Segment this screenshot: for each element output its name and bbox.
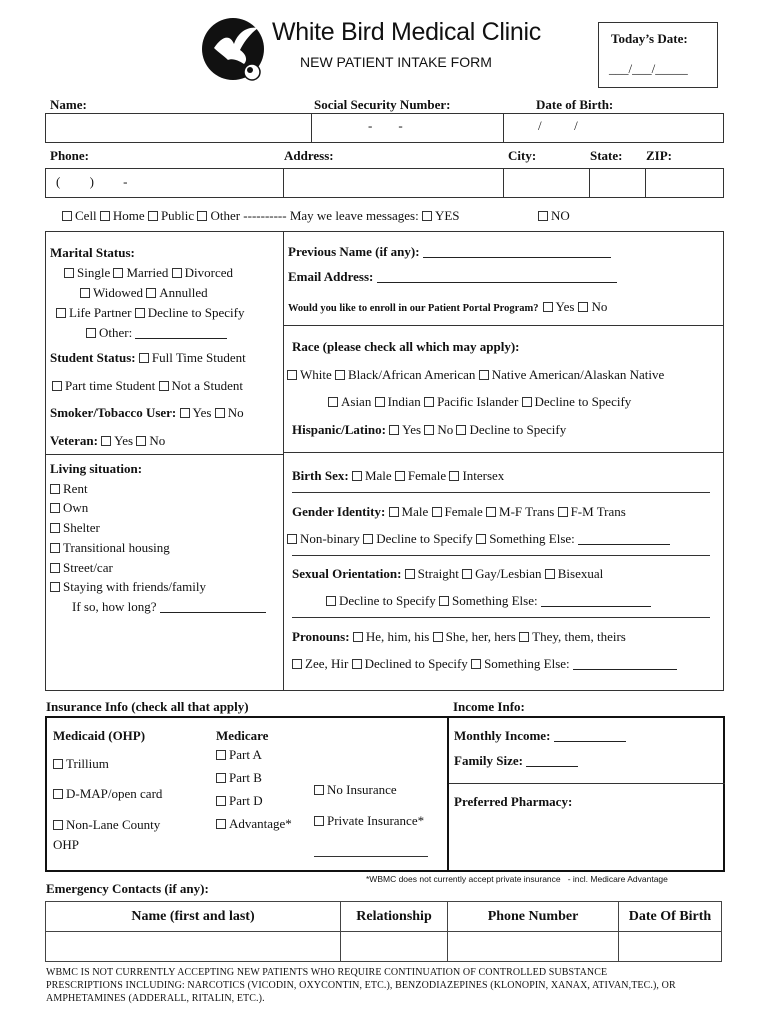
living-label: Living situation: [50,461,143,476]
living-transitional[interactable]: Transitional housing [50,538,266,558]
race-black[interactable]: Black/African American [335,367,475,382]
col-name: Name (first and last) [46,902,341,932]
marital-section [50,243,282,343]
monthly-income[interactable]: Monthly Income: [454,728,626,744]
name-field[interactable] [46,114,310,142]
hispanic-yes[interactable]: Yes [389,422,421,437]
birth-sex-section [292,468,504,484]
contact-phone-cell[interactable] [448,932,619,962]
marital-annulled[interactable]: Annulled [146,285,207,300]
portal-no[interactable]: No [578,299,607,314]
todays-date-box [598,22,718,88]
marital-decline[interactable]: Decline to Specify [135,305,245,320]
orientation-else[interactable]: Something Else: [439,593,651,608]
race-indian[interactable]: Indian [375,394,421,409]
col-dob: Date Of Birth [619,902,722,932]
gender-male[interactable]: Male [389,504,429,519]
emergency-label: Emergency Contacts (if any): [46,881,209,896]
ssn-label: Social Security Number: [314,97,451,112]
race-white[interactable]: White [287,367,332,382]
medicare-label: Medicare [216,728,269,743]
zip-field[interactable] [646,169,723,197]
pronouns-they[interactable]: They, them, theirs [519,629,626,644]
medicaid-dmap[interactable]: D-MAP/open card [53,786,162,802]
messages-question: ---------- May we leave messages: [243,208,419,223]
marital-life-partner[interactable]: Life Partner [56,305,131,320]
marital-divorced[interactable]: Divorced [172,265,233,280]
pronouns-he[interactable]: He, him, his [353,629,430,644]
phone-field[interactable]: ( ) - [56,174,128,189]
living-street[interactable]: Street/car [50,558,266,578]
smoker-no[interactable]: No [215,405,244,420]
dob-field[interactable]: / / [538,118,578,133]
portal-question: Would you like to enroll in our Patient Portal Program? [288,303,539,314]
veteran-label: Veteran: [50,433,98,448]
name-label: Name: [50,97,87,112]
medicaid-trillium[interactable]: Trillium [53,756,162,772]
living-friends[interactable]: Staying with friends/family [50,577,266,597]
family-size[interactable]: Family Size: [454,753,578,769]
col-phone: Phone Number [448,902,619,932]
gender-decline[interactable]: Decline to Specify [363,531,473,546]
gender-else[interactable]: Something Else: [476,531,670,546]
pronouns-decline[interactable]: Declined to Specify [352,656,468,671]
phone-other-checkbox[interactable]: Other [197,208,240,223]
medicaid-column [53,728,162,853]
race-asian[interactable]: Asian [328,394,371,409]
city-label: City: [508,148,537,163]
smoker-yes[interactable]: Yes [180,405,212,420]
race-row-2 [328,394,631,410]
race-decline[interactable]: Decline to Specify [522,394,632,409]
race-label: Race (please check all which may apply): [292,339,520,354]
state-label: State: [590,148,623,163]
controlled-substance-notice: WBMC IS NOT CURRENTLY ACCEPTING NEW PATIENTS WHO REQUIRE CONTINUATION OF CONTROLLED SUBSTANCE PRESCRIPTIONS INCLUDING: NARCOTICS (VICODIN, OXYCONTIN, ETC.), BENZODIAZEPINES (KLONOPIN, XANAX, ATIVAN,TEC.), OR AMPHETAMINES (ADDERALL, RITALIN, ETC.). [46,967,676,1004]
pronouns-label: Pronouns: [292,629,350,644]
clinic-title: White Bird Medical Clinic [272,18,541,46]
insurance-label: Insurance Info (check all that apply) [46,699,249,714]
medicare-part-b[interactable]: Part B [216,766,292,789]
pronouns-section [292,629,626,645]
orientation-section [292,566,603,582]
gender-nonbinary[interactable]: Non-binary [287,531,360,546]
gender-fm-trans[interactable]: F-M Trans [558,504,626,519]
emergency-contacts-table [45,901,722,962]
email-address[interactable]: Email Address: [288,269,617,285]
contact-dob-cell[interactable] [619,932,722,962]
orientation-decline[interactable]: Decline to Specify [326,593,436,608]
todays-date-field[interactable]: ___/___/_____ [609,61,688,76]
phone-label: Phone: [50,148,89,163]
medicaid-label: Medicaid (OHP) [53,728,146,743]
medicaid-non-lane[interactable]: Non-Lane County [53,817,162,833]
student-label: Student Status: [50,350,136,365]
gender-row-2 [287,531,670,547]
form-subtitle: NEW PATIENT INTAKE FORM [300,54,492,70]
living-section [50,459,266,617]
messages-yes-checkbox[interactable]: YES [422,208,460,223]
orientation-bisexual[interactable]: Bisexual [545,566,604,581]
birth-sex-intersex[interactable]: Intersex [449,468,504,483]
phone-public-checkbox[interactable]: Public [148,208,194,223]
zip-label: ZIP: [646,148,672,163]
medicaid-ohp: OHP [53,837,80,852]
gender-mf-trans[interactable]: M-F Trans [486,504,554,519]
birth-sex-label: Birth Sex: [292,468,349,483]
messages-no-checkbox[interactable]: NO [538,208,570,224]
phone-cell-checkbox[interactable]: Cell [62,208,97,223]
pronouns-zee[interactable]: Zee, Hir [292,656,348,671]
pronouns-row-2 [292,656,677,672]
phone-home-checkbox[interactable]: Home [100,208,145,223]
income-label: Income Info: [453,699,525,714]
student-full-time[interactable]: Full Time Student [139,350,246,365]
clinic-logo [200,14,270,84]
living-how-long[interactable]: If so, how long? [50,597,266,617]
pronouns-she[interactable]: She, her, hers [433,629,516,644]
medicare-part-d[interactable]: Part D [216,789,292,812]
contact-name-cell[interactable] [46,932,341,962]
student-section [50,350,246,366]
city-field[interactable] [504,169,588,197]
smoker-section [50,405,244,421]
col-relationship: Relationship [341,902,448,932]
medicare-part-a[interactable]: Part A [216,743,292,766]
living-own[interactable]: Own [50,498,266,518]
birth-sex-male[interactable]: Male [352,468,392,483]
ssn-field[interactable]: - - [368,118,403,133]
private-insurance[interactable]: Private Insurance* [314,813,424,829]
veteran-yes[interactable]: Yes [101,433,133,448]
insurance-footnote: *WBMC does not currently accept private insurance - incl. Medicare Advantage [366,874,668,884]
marital-widowed[interactable]: Widowed [80,285,143,300]
living-shelter[interactable]: Shelter [50,518,266,538]
dob-label: Date of Birth: [536,97,614,112]
address-field[interactable] [284,169,502,197]
no-insurance[interactable]: No Insurance [314,782,397,798]
orientation-row-2 [326,593,651,609]
medicare-column [216,728,292,835]
living-rent[interactable]: Rent [50,479,266,499]
race-pacific[interactable]: Pacific Islander [424,394,518,409]
hispanic-label: Hispanic/Latino: [292,422,386,437]
race-native[interactable]: Native American/Alaskan Native [479,367,665,382]
marital-other[interactable]: Other: [50,323,282,343]
contact-relationship-cell[interactable] [341,932,448,962]
bird-logo-icon [200,14,270,84]
pronouns-else[interactable]: Something Else: [471,656,677,671]
marital-label: Marital Status: [50,245,135,260]
gender-female[interactable]: Female [432,504,483,519]
state-field[interactable] [590,169,644,197]
preferred-pharmacy[interactable]: Preferred Pharmacy: [454,794,573,809]
orientation-gay[interactable]: Gay/Lesbian [462,566,541,581]
portal-yes[interactable]: Yes [543,299,575,314]
marital-married[interactable]: Married [113,265,168,280]
student-not[interactable]: Not a Student [159,378,244,393]
marital-single[interactable]: Single [64,265,110,280]
orientation-label: Sexual Orientation: [292,566,402,581]
todays-date-label: Today’s Date: [611,31,688,46]
orientation-straight[interactable]: Straight [405,566,459,581]
student-options-row [52,378,243,394]
hispanic-section [292,422,566,438]
hispanic-no[interactable]: No [424,422,453,437]
veteran-no[interactable]: No [136,433,165,448]
smoker-label: Smoker/Tobacco User: [50,405,177,420]
phone-type-options [62,208,460,224]
address-label: Address: [284,148,334,163]
gender-section [292,504,626,520]
birth-sex-female[interactable]: Female [395,468,446,483]
gender-label: Gender Identity: [292,504,386,519]
hispanic-decline[interactable]: Decline to Specify [456,422,566,437]
previous-name[interactable]: Previous Name (if any): [288,244,611,260]
student-part-time[interactable]: Part time Student [52,378,155,393]
medicare-advantage[interactable]: Advantage* [216,812,292,835]
portal-section [288,298,607,316]
veteran-section [50,433,165,449]
race-row-1 [287,367,664,383]
